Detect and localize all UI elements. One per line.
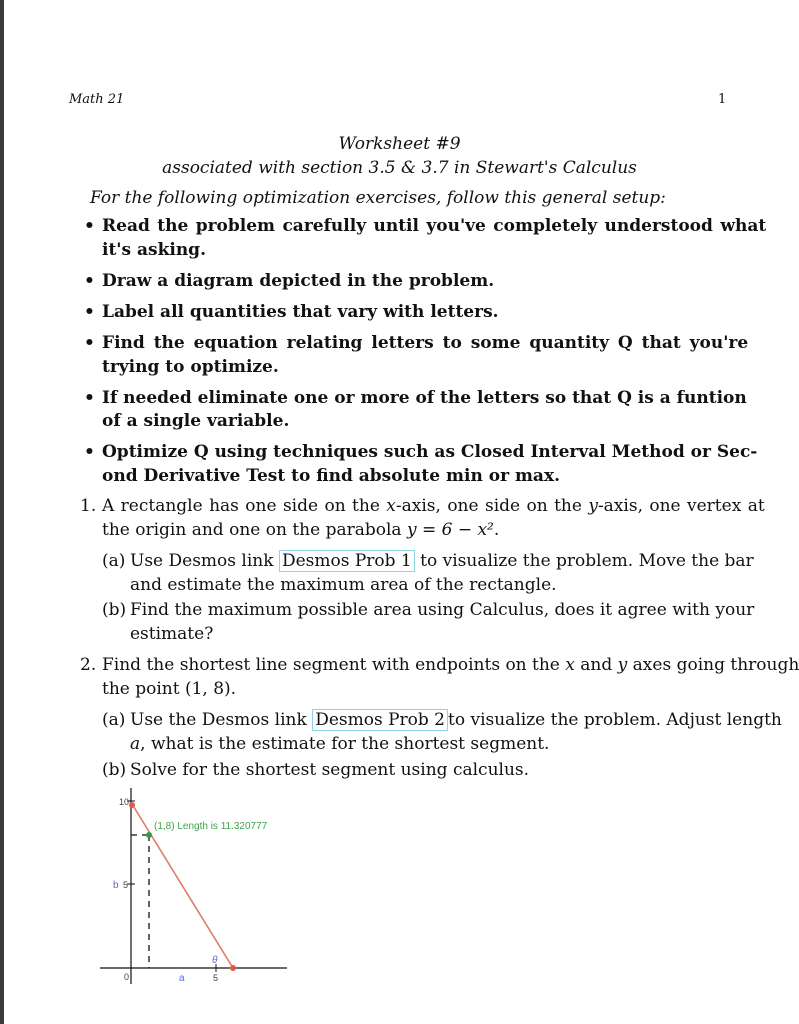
problem-1-text: -axis, one vertex at (597, 496, 765, 516)
x-tick-5-label: 5 (213, 973, 219, 983)
bullet-4-line-2: trying to optimize. (102, 357, 279, 377)
problem-2a-text: , what is the estimate for the shortest segment. (140, 734, 550, 754)
problem-2-text: and (574, 655, 618, 675)
bullet-6-line-2: ond Derivative Test to find absolute min or max. (102, 466, 560, 486)
page-number: 1 (718, 92, 727, 107)
problem-1a-text: Use Desmos link (130, 551, 279, 571)
worksheet-subtitle: associated with section 3.5 & 3.7 in Stewart's Calculus (162, 158, 637, 178)
bullet-3-line-1: Label all quantities that vary with letters. (102, 302, 499, 322)
problem-1a-text: to visualize the problem. Move the bar (414, 551, 754, 571)
bullet-icon: • (84, 333, 95, 353)
problem-1b-line-1: Find the maximum possible area using Calculus, does it agree with your (130, 600, 755, 620)
math-a: a (130, 734, 141, 754)
bullet-icon: • (84, 271, 95, 291)
math-x: x (565, 655, 575, 675)
problem-2b-label: (b) (102, 760, 127, 780)
problem-2a-text: to visualize the problem. Adjust length (448, 710, 782, 730)
problem-1-text: . (493, 520, 500, 540)
bullet-5-line-1: If needed eliminate one or more of the letters so that Q is a funtion (102, 388, 747, 408)
problem-2b-line-1: Solve for the shortest segment using calculus. (130, 760, 530, 780)
problem-2a-text: Use the Desmos link (130, 710, 313, 730)
problem-2-text: Find the shortest line segment with endpoints on the (102, 655, 566, 675)
problem-2-number: 2. (80, 655, 97, 675)
desmos-prob-1-link[interactable]: Desmos Prob 1 (279, 550, 415, 572)
origin-label: 0 (124, 972, 130, 982)
parabola-equation: y = 6 − x² (406, 520, 494, 540)
bullet-icon: • (84, 442, 95, 462)
x-intercept-point[interactable] (230, 965, 236, 971)
problem-1-text: -axis, one side on the (395, 496, 589, 516)
bullet-5-line-2: of a single variable. (102, 411, 290, 431)
course-header: Math 21 (69, 92, 125, 107)
problem-2-line-2: the point (1, 8). (102, 679, 237, 699)
y-tick-5-label: 5 (123, 880, 129, 890)
problem-1b-line-2: estimate? (130, 624, 214, 644)
bullet-1-line-1: Read the problem carefully until you've completely understood what (102, 216, 767, 236)
bullet-4-line-1: Find the equation relating letters to some quantity Q that you're (102, 333, 749, 353)
problem-1b-label: (b) (102, 600, 127, 620)
b-variable-label: b (113, 880, 119, 891)
bullet-6-line-1: Optimize Q using techniques such as Closed Interval Method or Sec- (102, 442, 758, 462)
bullet-2-line-1: Draw a diagram depicted in the problem. (102, 271, 495, 291)
y-tick-10-label: 10 (119, 797, 130, 807)
y-intercept-point[interactable] (129, 802, 135, 808)
problem-2a-label: (a) (102, 710, 126, 730)
theta-label: θ (212, 955, 218, 966)
worksheet-title: Worksheet #9 (338, 134, 461, 154)
a-variable-label: a (179, 973, 185, 984)
problem-1a-line-2: and estimate the maximum area of the rectangle. (130, 575, 557, 595)
bullet-icon: • (84, 216, 95, 236)
math-y: y (588, 496, 598, 516)
problem-1-text: A rectangle has one side on the (102, 496, 387, 516)
point-length-label: (1,8) Length is 11.320777 (154, 821, 268, 832)
problem-1-text: the origin and one on the parabola (102, 520, 407, 540)
problem-1a-label: (a) (102, 551, 126, 571)
bullet-icon: • (84, 302, 95, 322)
problem-1-number: 1. (80, 496, 97, 516)
intro-text: For the following optimization exercises, follow this general setup: (90, 188, 666, 208)
fixed-point-1-8[interactable] (146, 832, 152, 838)
bullet-1-line-2: it's asking. (102, 240, 206, 260)
problem-2-text: axes going through (627, 655, 799, 675)
desmos-prob-2-link[interactable]: Desmos Prob 2 (312, 709, 448, 731)
math-x: x (386, 496, 396, 516)
math-y: y (617, 655, 628, 675)
bullet-icon: • (84, 388, 95, 408)
